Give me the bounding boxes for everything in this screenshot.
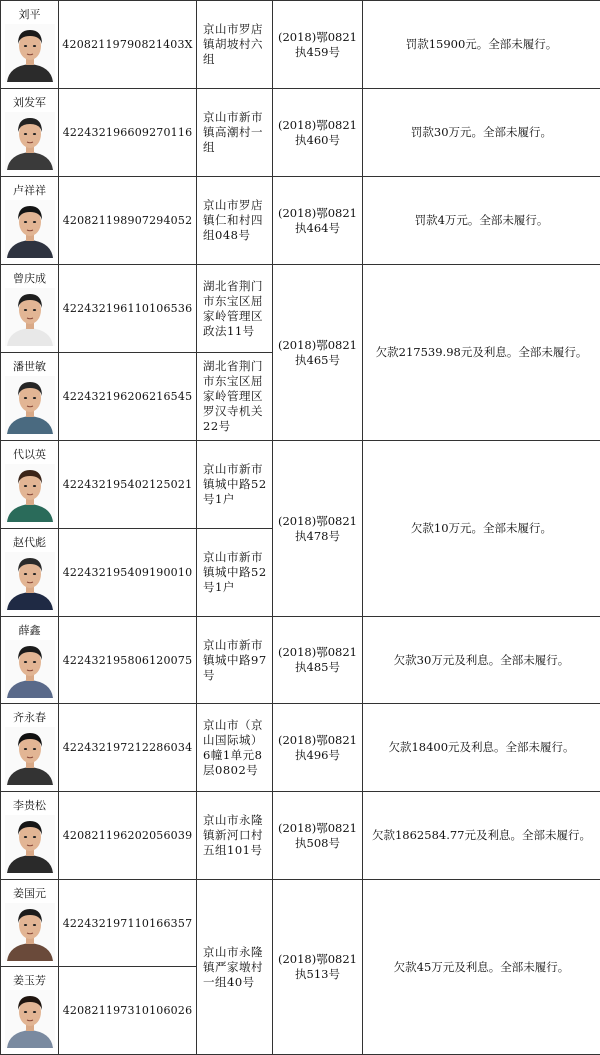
- id-number: 422432196206216545: [59, 353, 197, 441]
- table-row: [1, 1, 600, 89]
- person-cell: [1, 441, 59, 529]
- table-row: [1, 89, 600, 177]
- person-cell: [1, 1, 59, 89]
- person-name: 李贵松: [1, 798, 58, 813]
- portrait-photo: [5, 112, 55, 170]
- portrait-graphic: [5, 376, 55, 434]
- penalty-note: 欠款45万元及利息。全部未履行。: [363, 880, 600, 1055]
- id-number: 420821197310106026: [59, 967, 197, 1055]
- person-cell: [1, 617, 59, 704]
- person-name: 卢祥祥: [1, 183, 58, 198]
- id-number: 422432196110106536: [59, 265, 197, 353]
- case-number: (2018)鄂0821执508号: [273, 792, 363, 880]
- case-number: (2018)鄂0821执459号: [273, 1, 363, 89]
- portrait-photo: [5, 640, 55, 698]
- penalty-note: 欠款30万元及利息。全部未履行。: [363, 617, 600, 704]
- table-row: [1, 177, 600, 265]
- portrait-graphic: [5, 640, 55, 698]
- portrait-graphic: [5, 552, 55, 610]
- case-number: (2018)鄂0821执464号: [273, 177, 363, 265]
- penalty-note: 欠款1862584.77元及利息。全部未履行。: [363, 792, 600, 880]
- case-number: (2018)鄂0821执485号: [273, 617, 363, 704]
- id-number: 422432196609270116: [59, 89, 197, 177]
- penalty-note: 欠款217539.98元及利息。全部未履行。: [363, 265, 600, 441]
- person-cell: [1, 792, 59, 880]
- id-number: 420821196202056039: [59, 792, 197, 880]
- person-name: 潘世敏: [1, 359, 58, 374]
- person-name: 刘发军: [1, 95, 58, 110]
- portrait-photo: [5, 727, 55, 785]
- person-name: 薛鑫: [1, 623, 58, 638]
- person-cell: [1, 967, 59, 1055]
- address: 京山市永隆镇严家墩村一组40号: [197, 880, 273, 1055]
- person-cell: [1, 177, 59, 265]
- table-row: [1, 441, 600, 529]
- person-name: 曾庆成: [1, 271, 58, 286]
- portrait-photo: [5, 990, 55, 1048]
- address: 湖北省荆门市东宝区屈家岭管理区罗汉寺机关22号: [197, 353, 273, 441]
- portrait-photo: [5, 815, 55, 873]
- person-cell: [1, 353, 59, 441]
- portrait-graphic: [5, 200, 55, 258]
- penalty-note: 罚款15900元。全部未履行。: [363, 1, 600, 89]
- person-cell: [1, 529, 59, 617]
- portrait-graphic: [5, 815, 55, 873]
- address: 京山市（京山国际城）6幢1单元8层0802号: [197, 704, 273, 792]
- portrait-photo: [5, 552, 55, 610]
- address: 京山市新市镇城中路52号1户: [197, 529, 273, 617]
- case-number: (2018)鄂0821执478号: [273, 441, 363, 617]
- person-name: 姜玉芳: [1, 973, 58, 988]
- id-number: 422432195409190010: [59, 529, 197, 617]
- person-name: 代以英: [1, 447, 58, 462]
- portrait-graphic: [5, 288, 55, 346]
- id-number: 420821198907294052: [59, 177, 197, 265]
- portrait-graphic: [5, 727, 55, 785]
- table-row: [1, 880, 600, 967]
- portrait-photo: [5, 464, 55, 522]
- person-name: 赵代彪: [1, 535, 58, 550]
- address: 京山市罗店镇胡坡村六组: [197, 1, 273, 89]
- portrait-photo: [5, 288, 55, 346]
- person-name: 姜国元: [1, 886, 58, 901]
- table-row: [1, 792, 600, 880]
- case-number: (2018)鄂0821执496号: [273, 704, 363, 792]
- person-cell: [1, 704, 59, 792]
- portrait-photo: [5, 903, 55, 961]
- person-cell: [1, 880, 59, 967]
- person-cell: [1, 265, 59, 353]
- penalty-note: 罚款30万元。全部未履行。: [363, 89, 600, 177]
- id-number: 42082119790821403X: [59, 1, 197, 89]
- person-name: 刘平: [1, 7, 58, 22]
- penalty-note: 欠款18400元及利息。全部未履行。: [363, 704, 600, 792]
- address: 京山市新市镇城中路97号: [197, 617, 273, 704]
- id-number: 422432197212286034: [59, 704, 197, 792]
- penalty-note: 罚款4万元。全部未履行。: [363, 177, 600, 265]
- case-number: (2018)鄂0821执460号: [273, 89, 363, 177]
- case-number: (2018)鄂0821执465号: [273, 265, 363, 441]
- address: 京山市新市镇城中路52号1户: [197, 441, 273, 529]
- portrait-graphic: [5, 990, 55, 1048]
- case-number: (2018)鄂0821执513号: [273, 880, 363, 1055]
- portrait-graphic: [5, 903, 55, 961]
- portrait-photo: [5, 376, 55, 434]
- portrait-graphic: [5, 24, 55, 82]
- id-number: 422432195806120075: [59, 617, 197, 704]
- address: 京山市罗店镇仁和村四组048号: [197, 177, 273, 265]
- table-row: [1, 617, 600, 704]
- penalty-note: 欠款10万元。全部未履行。: [363, 441, 600, 617]
- table-row: [1, 265, 600, 353]
- portrait-graphic: [5, 112, 55, 170]
- address: 京山市永隆镇新河口村五组101号: [197, 792, 273, 880]
- id-number: 422432197110166357: [59, 880, 197, 967]
- portrait-graphic: [5, 464, 55, 522]
- person-name: 齐永春: [1, 710, 58, 725]
- person-cell: [1, 89, 59, 177]
- table-row: [1, 704, 600, 792]
- id-number: 422432195402125021: [59, 441, 197, 529]
- portrait-photo: [5, 24, 55, 82]
- address: 京山市新市镇高潮村一组: [197, 89, 273, 177]
- portrait-photo: [5, 200, 55, 258]
- address: 湖北省荆门市东宝区屈家岭管理区政法11号: [197, 265, 273, 353]
